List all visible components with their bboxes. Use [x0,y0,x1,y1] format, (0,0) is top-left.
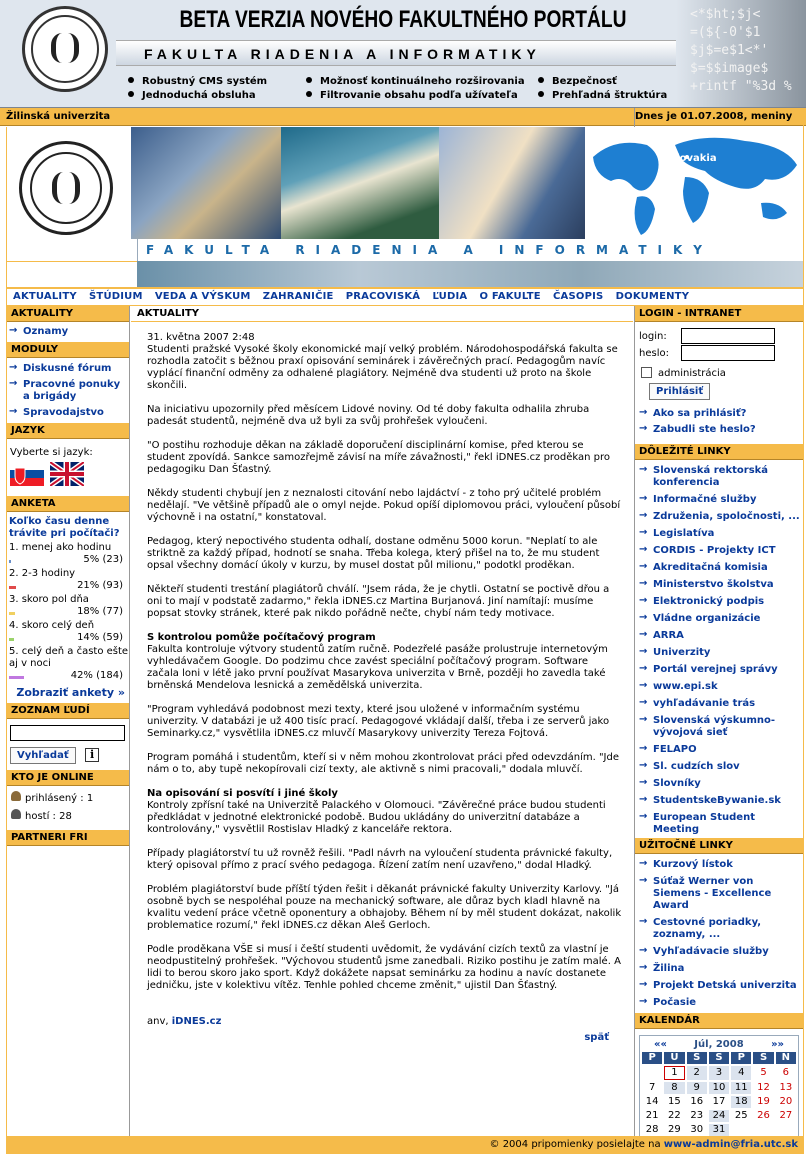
calendar-day[interactable]: 30 [690,1124,704,1135]
calendar-day[interactable]: 27 [779,1110,793,1121]
right-sidebar [634,306,804,1136]
calendar-day[interactable]: 31 [709,1124,729,1136]
useful-link[interactable]: → Súťaž Werner von Siemens - Excellence Award [639,876,803,912]
feature-item: Jednoduchá obsluha [128,90,256,101]
aktuality-heading: AKTUALITY [7,306,129,322]
important-link[interactable]: → www.epi.sk [639,681,803,693]
calendar-day-header: U [664,1052,684,1064]
calendar-day[interactable]: 12 [757,1082,770,1093]
calendar-day[interactable]: 8 [664,1082,684,1094]
important-link[interactable]: → Slovenská výskumno-vývojová sieť [639,715,803,739]
poll-option [9,620,129,644]
article-subheading: Na opisování si posvítí i jiné školy [147,788,338,799]
important-link[interactable]: → vyhľadávanie trás [639,698,803,710]
useful-links-heading: UŽITOČNÉ LINKY [635,838,803,854]
feature-item: Možnosť kontinuálneho rozširovania [306,76,525,87]
useful-link[interactable]: → Kurzový lístok [639,859,803,871]
poll-option [9,568,129,592]
show-polls-link[interactable]: Zobraziť ankety » [16,686,125,699]
left-sidebar [6,306,130,1136]
important-link[interactable]: → Elektronický podpis [639,596,803,608]
article-source: anv, iDNES.cz [147,1016,222,1027]
important-link[interactable]: → Portál verejnej správy [639,664,803,676]
source-link[interactable]: iDNES.cz [171,1016,222,1027]
menu-o-fakulte[interactable]: O FAKULTE [479,291,541,302]
moduly-heading: MODULY [7,342,129,358]
faculty-strip: FAKULTA RIADENIA A INFORMATIKY [137,239,803,261]
code-line: +rintf "%3d % [690,79,792,94]
poll-option-label: 5. celý deň a často ešte aj v noci [9,646,129,669]
feature-item: Prehľadná štruktúra [538,90,667,101]
how-to-login-link[interactable]: → Ako sa prihlásiť? [639,408,803,420]
useful-link[interactable]: → Cestovné poriadky, zoznamy, ... [639,917,803,941]
menu-studium[interactable]: ŠTÚDIUM [89,291,143,302]
calendar-day[interactable]: 6 [782,1067,790,1078]
calendar-month: Júl, 2008 [694,1039,744,1050]
important-link[interactable]: → European Student Meeting [639,812,803,836]
menu-ludia[interactable]: ĽUDIA [432,291,468,302]
important-links-heading: DÔLEŽITÉ LINKY [635,444,803,460]
menu-aktuality[interactable]: AKTUALITY [13,291,77,302]
online-guests-text: hostí : 28 [25,811,72,822]
important-link[interactable]: → Ministerstvo školstva [639,579,803,591]
poll-bar [9,560,11,563]
photo-students-outdoor [281,127,439,239]
oznamy-link[interactable]: → Oznamy [9,326,129,338]
banner [0,0,806,108]
calendar-day[interactable]: 21 [645,1110,659,1121]
calendar-day[interactable]: 5 [760,1067,767,1078]
code-line: <*$ht;$j< [690,7,761,22]
calendar-day[interactable]: 14 [645,1096,659,1107]
calendar-day[interactable]: 3 [709,1066,729,1080]
login-heading: LOGIN - INTRANET [635,306,803,322]
poll-option-label: 1. menej ako hodinu [9,542,112,553]
feature-item: Filtrovanie obsahu podľa užívateľa [306,90,518,101]
poll-bar [9,676,24,679]
calendar-day-header: P [642,1052,662,1064]
login-form [639,328,803,362]
calendar-prev[interactable]: «« [654,1039,667,1050]
important-link[interactable]: → StudentskeBywanie.sk [639,795,803,807]
calendar-day [642,1066,662,1080]
calendar-day [776,1124,796,1136]
calendar-day[interactable]: 15 [668,1096,681,1107]
header-bottom-images [137,261,803,287]
poll-option-label: 3. skoro pol dňa [9,594,89,605]
info-bar [0,108,806,126]
poll-percent: 18% (77) [77,606,123,617]
admin-label: administrácia [658,368,726,379]
university-seal-icon [22,6,108,92]
important-link[interactable]: → Združenia, spoločnosti, ... [639,511,803,523]
calendar [639,1035,799,1139]
calendar-day[interactable]: 25 [734,1110,748,1121]
footer-text: © 2004 pripomienky posielajte na [489,1139,664,1150]
calendar-day[interactable]: 22 [668,1110,681,1121]
poll-option [9,594,129,618]
main-menu [6,287,804,306]
photo-students-books [439,127,585,239]
calendar-day[interactable]: 26 [757,1110,770,1121]
banner-code-art [676,0,806,108]
header-graphic [6,127,804,287]
header-bottom-left [7,261,137,287]
important-link[interactable]: → Vládne organizácie [639,613,803,625]
login-label: login: [639,331,667,342]
info-icon[interactable]: i [85,748,99,762]
poll-percent: 5% (23) [83,554,123,565]
poll-option [9,542,129,566]
calendar-day[interactable]: 24 [709,1110,729,1122]
poll-option [9,646,129,682]
poll-bar [9,586,16,589]
poll-percent: 14% (59) [77,632,123,643]
calendar-day[interactable]: 9 [687,1082,707,1094]
important-link[interactable]: → Univerzity [639,647,803,659]
english-flag-icon[interactable] [50,462,84,486]
code-line: $j$=e$1<*' [690,43,769,58]
important-link[interactable]: → Legislatíva [639,528,803,540]
language-flags [10,462,129,488]
poll-option-result [9,632,129,644]
calendar-next[interactable]: »» [771,1039,784,1050]
important-link[interactable]: → FELAPO [639,744,803,756]
feature-item: Robustný CMS systém [128,76,267,87]
poll-option-label: 2. 2-3 hodiny [9,568,76,579]
admin-row [641,367,803,379]
menu-zahranicie[interactable]: ZAHRANIČIE [262,291,334,302]
calendar-day[interactable]: 13 [779,1082,793,1093]
poll-option-result [9,580,129,592]
useful-link[interactable]: → Žilina [639,963,803,975]
footer [6,1136,804,1154]
calendar-day[interactable]: 7 [648,1082,656,1093]
banner-title: BETA VERZIA NOVÉHO FAKULTNÉHO PORTÁLU [179,6,627,33]
admin-checkbox[interactable] [641,367,652,378]
zoznam-ludi-heading: ZOZNAM ĽUDÍ [7,703,129,719]
people-search-button[interactable]: Vyhľadať [10,747,76,764]
article-paragraph: Program pomáhá i studentům, kteří si v něm mohou zkontrolovat práci před odevzdáním. "Jde nám o to, aby tupě nekopírovali cizí texty, ale aktivně s nimi pracovali," dodala mluvčí. [147,752,620,775]
important-link[interactable]: → ARRA [639,630,803,642]
calendar-day[interactable]: 29 [668,1124,681,1135]
calendar-day[interactable]: 11 [731,1082,751,1094]
poll-question: Koľko času denne trávite pri počítači? [9,516,120,539]
useful-links [635,859,803,1013]
article-paragraph: "Program vyhledává podobnost mezi texty, které jsou uložené v informačním systému univerzity. V databázi je už 400 tisíc prací. Pedagogové vkládají další, třeba i ze serverů jako Seminarky.cz," vysvětlila iDNES.cz mluvčí Masarykovy univerzity Tereza Fojtová. [147,704,610,739]
language-label: Vyberte si jazyk: [10,447,93,458]
main-content [131,306,633,1136]
online-logged [11,791,129,804]
article-paragraph: S kontrolou pomůže počítačový program Fakulta kontroluje výtvory studentů zatím ručně. Podezřelé pasáže prolustruje internetovým vyhledávačem Google. Do podzimu chce zavést speciální počítačový program. Software začala loni v létě jako první používat Masarykova univerzita v Brně, později ho zavedla také brněnská Mendelova lesnická a zemědělská univerzita. [147,632,623,692]
menu-casopis[interactable]: ČASOPIS [553,291,604,302]
important-link[interactable]: → Slovenská rektorská konferencia [639,465,803,489]
calendar-day[interactable]: 20 [779,1096,793,1107]
menu-pracoviska[interactable]: PRACOVISKÁ [345,291,421,302]
calendar-day[interactable]: 4 [731,1066,751,1080]
online-guests [11,809,129,822]
calendar-day[interactable]: 10 [709,1082,729,1094]
poll-option-result [9,606,129,618]
calendar-grid [640,1050,798,1138]
article-paragraph: "O postihu rozhoduje děkan na základě doporučení disciplinární komise, před kterou se student zpovídá. Sankce samozřejmě závisí na míře závažnosti," řekl iDNES.cz proděkan pro pedagogiku Dan Šťastný. [147,440,611,475]
people-search-input[interactable] [10,725,125,741]
photo-student [131,127,281,239]
poll-percent: 21% (93) [77,580,123,591]
online-logged-text: prihlásený : 1 [25,793,94,804]
calendar-day[interactable]: 23 [690,1110,704,1121]
faculty-seal-icon [19,141,113,235]
calendar-day[interactable]: 18 [731,1096,751,1108]
important-link[interactable]: → Informačné služby [639,494,803,506]
forgot-password-link[interactable]: → Zabudli ste heslo? [639,424,803,436]
anketa-heading: ANKETA [7,496,129,512]
calendar-heading: KALENDÁR [635,1013,803,1029]
article-paragraph: Na iniciativu upozornily před měsícem Lidové noviny. Od té doby fakulta odhalila zhruba padesát studentů, nejméně dva už byli za svůj prohřešek vyloučeni. [147,404,590,427]
world-map [585,127,803,239]
university-name: Žilinská univerzita [6,111,111,122]
slovak-flag-icon[interactable] [10,462,44,486]
poll-bar [9,612,15,615]
password-input[interactable] [681,345,775,361]
module-jobs-link[interactable]: → Pracovné ponuky a brigády [9,379,129,403]
footer-email-link[interactable]: www-admin@fria.utc.sk [663,1139,798,1150]
useful-link[interactable]: → Vyhľadávacie služby [639,946,803,958]
people-search-actions [10,747,129,764]
important-link[interactable]: → Slovníky [639,778,803,790]
calendar-day[interactable]: 1 [664,1066,684,1080]
user-icon [11,791,21,801]
calendar-day-header: S [753,1052,773,1064]
main-heading: AKTUALITY [131,306,633,322]
useful-link[interactable]: → Projekt Detská univerzita [639,980,803,992]
calendar-day-header: S [687,1052,707,1064]
calendar-day[interactable]: 19 [757,1096,770,1107]
login-button[interactable]: Prihlásiť [649,383,710,400]
code-line: $=$$image$ [690,61,769,76]
online-heading: KTO JE ONLINE [7,770,129,786]
poll-results [7,542,129,682]
world-map-icon [585,127,803,239]
article [147,332,623,1044]
calendar-day[interactable]: 2 [687,1066,707,1080]
article-paragraph: Případy plagiátorství tu už rovněž řešili. "Padl návrh na vyloučení studenta právnické fakulty, který opisoval přímo z prací svého pedagoga. Řízení zatím není uzavřeno," dodal Hladký. [147,848,613,871]
login-input[interactable] [681,328,775,344]
menu-veda-a-vyskum[interactable]: VEDA A VÝSKUM [154,291,251,302]
calendar-day[interactable]: 16 [690,1096,704,1107]
article-paragraph: Problém plagiátorství bude příští týden řešit i děkanát právnické fakulty Univerzity Karlovy. "Já osobně bych se nespoléhal pouze na mechanický software, ale důraz bych kladl hlavně na kvalitu vedení práce včetně oponentury a obhajoby. Během ní by měl student dokázat, nakolik problematice rozumí," řekl iDNES.cz děkan Aleš Gerloch. [147,884,622,931]
menu-dokumenty[interactable]: DOKUMENTY [615,291,690,302]
important-link[interactable]: → Sl. cudzích slov [639,761,803,773]
calendar-day [731,1124,751,1136]
poll-option-result [9,670,129,682]
calendar-day [753,1124,773,1136]
poll-option-result [9,554,129,566]
article-paragraph: Někteří studenti trestání plagiátorů chválí. "Jsem ráda, že je chytli. Ostatní se poctivě dřou a oni to mají v podstatě zadarmo," řekla iDNES.cz Martina Burjanová. Jiní namítají: musíme popsat stovky stránek, které pak nikdo pořádně nečte, chybí nám tedy motivace. [147,584,610,619]
login-actions [649,383,803,400]
poll-bar [9,638,14,641]
article-paragraph: 31. května 2007 2:48 Studenti pražské Vysoké školy ekonomické mají velký problém. Národohospodářská fakulta se rozhodla zatočit s běžnou praxí opisování seminárek i závěrečných prací. Pedagogům navíc vyplácí finanční odměny za odhalené plagiátory. Nejméně dva studenti už proto na škole skončili. [147,332,618,391]
module-forum-link[interactable]: → Diskusné fórum [9,363,129,375]
important-links [635,465,803,838]
useful-link[interactable]: → Počasie [639,997,803,1009]
article-subheading: S kontrolou pomůže počítačový program [147,632,376,643]
code-line: =(${-0'$1 [690,25,761,40]
important-link[interactable]: → CORDIS - Projekty ICT [639,545,803,557]
back-link[interactable]: späť [584,1032,609,1043]
article-paragraph: Pedagog, který nepoctivého studenta odhalí, dostane odměnu 5000 korun. "Neplatí to ale striktně za každý případ, hodnotí se snaha. Třeba kolega, který přišel na to, že mu student opsal všechny domácí úkoly v kurzu, by musel dostat půl milionu," podotkl proděkan. [147,536,600,571]
article-paragraph: Na opisování si posvítí i jiné školy Kontroly zpřísní také na Univerzitě Palackého v Olomouci. "Závěrečné práce budou studenti předkládat v jednotné elektronické podobě. Budou ukládány do univerzitní databáze a kontrolovány," vysvětlil Rostislav Hladký z kanceláře rektora. [147,788,623,836]
feature-item: Bezpečnosť [538,76,617,87]
banner-subtitle: FAKULTA RIADENIA A INFORMATIKY [116,40,686,66]
important-link[interactable]: → Akreditačná komisia [639,562,803,574]
poll-percent: 42% (184) [70,670,123,681]
map-label: Slovakia [669,153,717,164]
poll-option-label: 4. skoro celý deň [9,620,95,631]
calendar-day-header: P [731,1052,751,1064]
partneri-heading: PARTNERI FRI [7,830,129,846]
calendar-day[interactable]: 28 [645,1124,659,1135]
users-icon [11,809,21,819]
calendar-day-header: Š [709,1052,729,1064]
module-news-link[interactable]: → Spravodajstvo [9,407,129,419]
jazyk-heading: JAZYK [7,423,129,439]
calendar-day-header: N [776,1052,796,1064]
password-label: heslo: [639,348,669,359]
date-nameday: Dnes je 01.07.2008, meniny [634,108,804,938]
calendar-day[interactable]: 17 [712,1096,726,1107]
article-paragraph: Někdy studenti chybují jen z neznalosti citování nebo lajdáctví - z toho prý učitelé problém nedělají. "Ve většině případů ale o omyl nejde. Pokud opíší diplomovou práci, vyloučení působí výchovně i na ostatní," konstatoval. [147,488,621,523]
article-paragraph: Podle proděkana VŠE si musí i čeští studenti uvědomit, že vydávání cizích textů za vlastní je neodpustitelný prohřešek. "Výchovou studentů jsme zanedbali. Riziko postihu je zatím malé. A lidi to berou skoro jako sport. Když dokážete napsat seminárku za hodinu a navíc dostanete jedničku, jste v kolektivu vítěz. Tenhle pohled chceme změnit," ujistil Dan Šťastný. [147,944,621,991]
calendar-nav [640,1036,798,1050]
